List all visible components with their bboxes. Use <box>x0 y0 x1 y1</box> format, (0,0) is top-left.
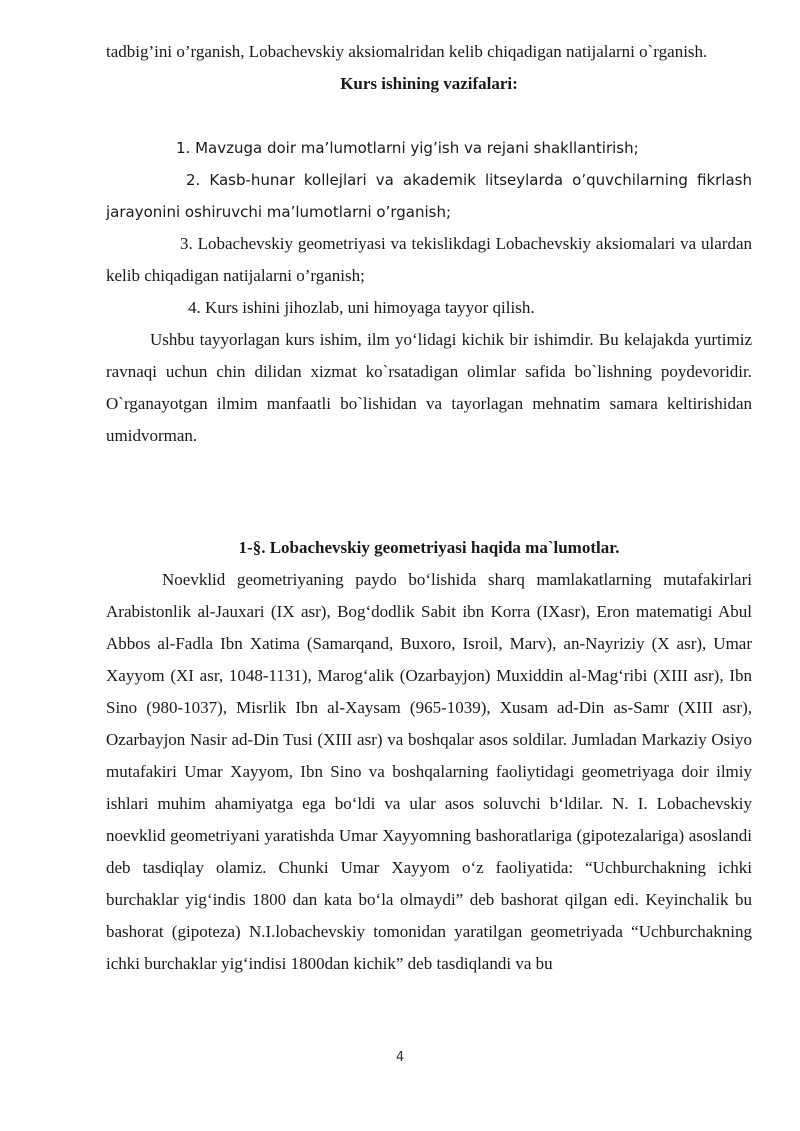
section-paragraph: Noevklid geometriyaning paydo bo‘lishida sharq mamlakatlarning mutafakirlari Arabistonlik al-Jauxari (IX asr), Bog‘dodlik Sabit ibn Korra (IXasr), Eron matematigi Abul Abbos al-Fadla Ibn Xatima (Samarqand, Buxoro, Isroil, Marv), an-Nayriziy (X asr), Umar Xayyom (XI asr, 1048-1131), Marog‘alik (Ozarbayjon) Muxiddin al-Mag‘ribi (XIII asr), Ibn Sino (980-1037), Misrlik Ibn al-Xaysam (965-1039), Xusam ad-Din as-Samr (XIII asr), Ozarbayjon Nasir ad-Din Tusi (XIII asr) va boshqalar asos soldilar. Jumladan Markaziy Osiyo mutafakiri Umar Xayyom, Ibn Sino va boshqalarning faoliytidagi geometriyaga doir ilmiy ishlari muhim ahamiyatga ega bo‘ldi va ular asos soluvchi b‘ldilar. N. I. Lobachevskiy noevklid geometriyani yaratishda Umar Xayyomning bashoratlariga (gipotezalariga) asoslandi deb tasdiqlay olamiz. Chunki Umar Xayyom o‘z faoliyatida: “Uchburchakning ichki burchaklar yig‘indis 1800 dan kata bo‘la olmaydi” deb bashorat qilgan edi. Keyinchalik bu bashorat (gipoteza) N.I.lobachevskiy tomonidan yaratilgan geometriyada “Uchburchakning ichki burchaklar yig‘indisi 1800dan kichik” deb tasdiqlandi va bu <box>106 570 752 973</box>
spacer <box>106 452 752 532</box>
closing-paragraph: Ushbu tayyorlagan kurs ishim, ilm yo‘lidagi kichik bir ishimdir. Bu kelajakda yurtimiz ravnaqi uchun chin dilidan xizmat ko`rsatadigan olimlar safida bo`lishning poydevoridir. O`rganayotgan ilmim manfaatli bo`lishidan va tayorlagan mehnatim samara keltirishidan umidvorman. <box>106 330 752 445</box>
task-item-1: 1. Mavzuga doir ma’lumotlarni yig’ish va rejani shakllantirish; <box>176 139 639 157</box>
task-item-3: 3. Lobachevskiy geometriyasi va tekislikdagi Lobachevskiy aksiomalari va ulardan kelib chiqadigan natijalarni o’rganish; <box>106 234 752 285</box>
document-page <box>106 36 752 980</box>
section-heading: 1-§. Lobachevskiy geometriyasi haqida ma`lumotlar. <box>238 538 620 557</box>
page-number: 4 <box>395 1050 405 1065</box>
intro-paragraph: tadbig’ini o’rganish, Lobachevskiy aksiomalridan kelib chiqadigan natijalarni o`rganish. <box>106 42 708 61</box>
task-item-4: 4. Kurs ishini jihozlab, uni himoyaga tayyor qilish. <box>188 298 535 317</box>
tasks-heading: Kurs ishining vazifalari: <box>340 74 518 93</box>
task-item-2: 2. Kasb-hunar kollejlari va akademik litseylarda o’quvchilarning fikrlash jarayonini oshiruvchi ma’lumotlarni o’rganish; <box>106 171 752 221</box>
spacer <box>106 100 752 132</box>
